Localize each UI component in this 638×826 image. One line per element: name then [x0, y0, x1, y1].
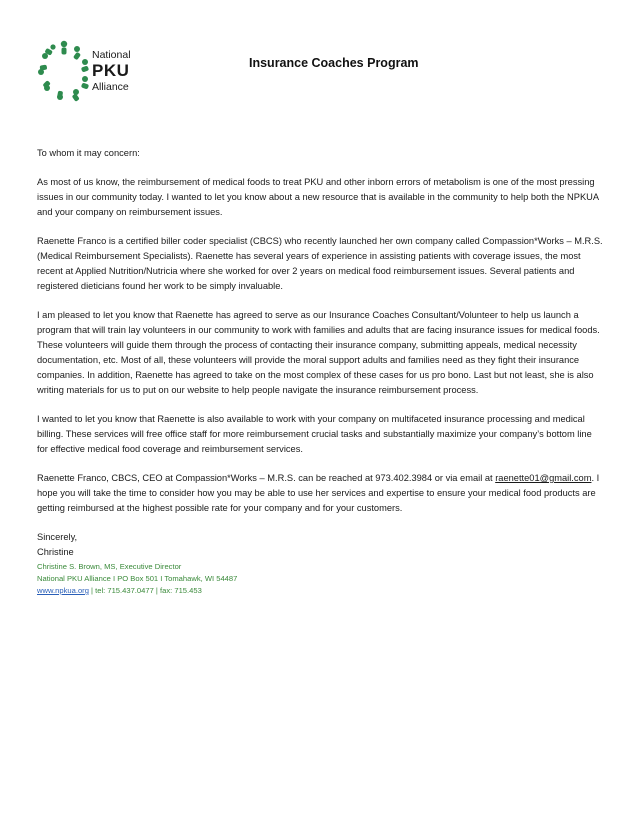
logo-wordmark: [92, 48, 131, 94]
website-link[interactable]: www.npkua.org: [37, 586, 89, 595]
salutation: To whom it may concern:: [37, 148, 140, 158]
signature-title: Christine S. Brown, MS, Executive Director: [37, 562, 182, 571]
logo-line-national: National: [92, 49, 131, 61]
signer-name: Christine: [37, 547, 74, 557]
paragraph-1: As most of us know, the reimbursement of medical foods to treat PKU and other inborn errors of metabolism is one of the most pressing issues in our community today. I wanted to let you know about a new resource that is available in the community to help both the NPKUA and your company on reimbursement issues.: [37, 177, 599, 217]
signature-block: [37, 561, 605, 597]
signature-address: National PKU Alliance I PO Box 501 I Tomahawk, WI 54487: [37, 574, 238, 583]
paragraph-4: I wanted to let you know that Raenette is also available to work with your company on multifaceted insurance processing and medical billing. These services will free office staff for more reimbursement crucial tasks and substantially maximize your company’s bottom line for effective medical food coverage and reimbursement services.: [37, 414, 592, 454]
logo-line-alliance: Alliance: [92, 81, 129, 93]
letter-body: [37, 146, 605, 597]
signature-phone-fax: | tel: 715.437.0477 | fax: 715.453: [88, 586, 202, 595]
paragraph-5-before: Raenette Franco, CBCS, CEO at Compassion*Works – M.R.S. can be reached at 973.402.3984 or via email at: [37, 473, 496, 483]
paragraph-2: Raenette Franco is a certified biller coder specialist (CBCS) who recently launched her own company called Compassion*Works – M.R.S. (Medical Reimbursement Specialists). Raenette has several years of experience in assisting patients with coverage issues, the most recent at Applied Nutrition/Nutricia where she worked for over 2 years on medical food reimbursement issues. Several patients and registered dieticians found her work to be simply invaluable.: [37, 236, 603, 291]
page-title: Insurance Coaches Program: [249, 56, 419, 70]
paragraph-5: [37, 471, 605, 516]
email-link[interactable]: raenette01@gmail.com: [495, 473, 592, 483]
people-circle-logo-icon: [36, 38, 92, 104]
logo-line-pku: PKU: [92, 61, 130, 80]
closing: Sincerely,: [37, 532, 78, 542]
paragraph-5-after: . I hope you will take the time to consider how you may be able to use her services and expertise to ensure your medical food products are getting reimbursed at the highest possible rate for your company and for your customers.: [37, 473, 600, 513]
npkua-logo: [36, 38, 156, 104]
signature-contact: [37, 585, 605, 597]
paragraph-3: I am pleased to let you know that Raenette has agreed to serve as our Insurance Coaches Consultant/Volunteer to help us launch a program that will train lay volunteers in our community to work with families and adults that are facing insurance issues for medical foods. These volunteers will guide them through the process of contacting their insurance company, submitting appeals, medical necessity documentation, etc. Most of all, these volunteers will provide the moral support adults and families need as they fight their insurance companies. In addition, Raenette has agreed to take on the most complex of these cases for us pro bono. Last but not least, she is also writing materials for us to put on our website to help people navigate the insurance reimbursement process.: [37, 310, 600, 395]
